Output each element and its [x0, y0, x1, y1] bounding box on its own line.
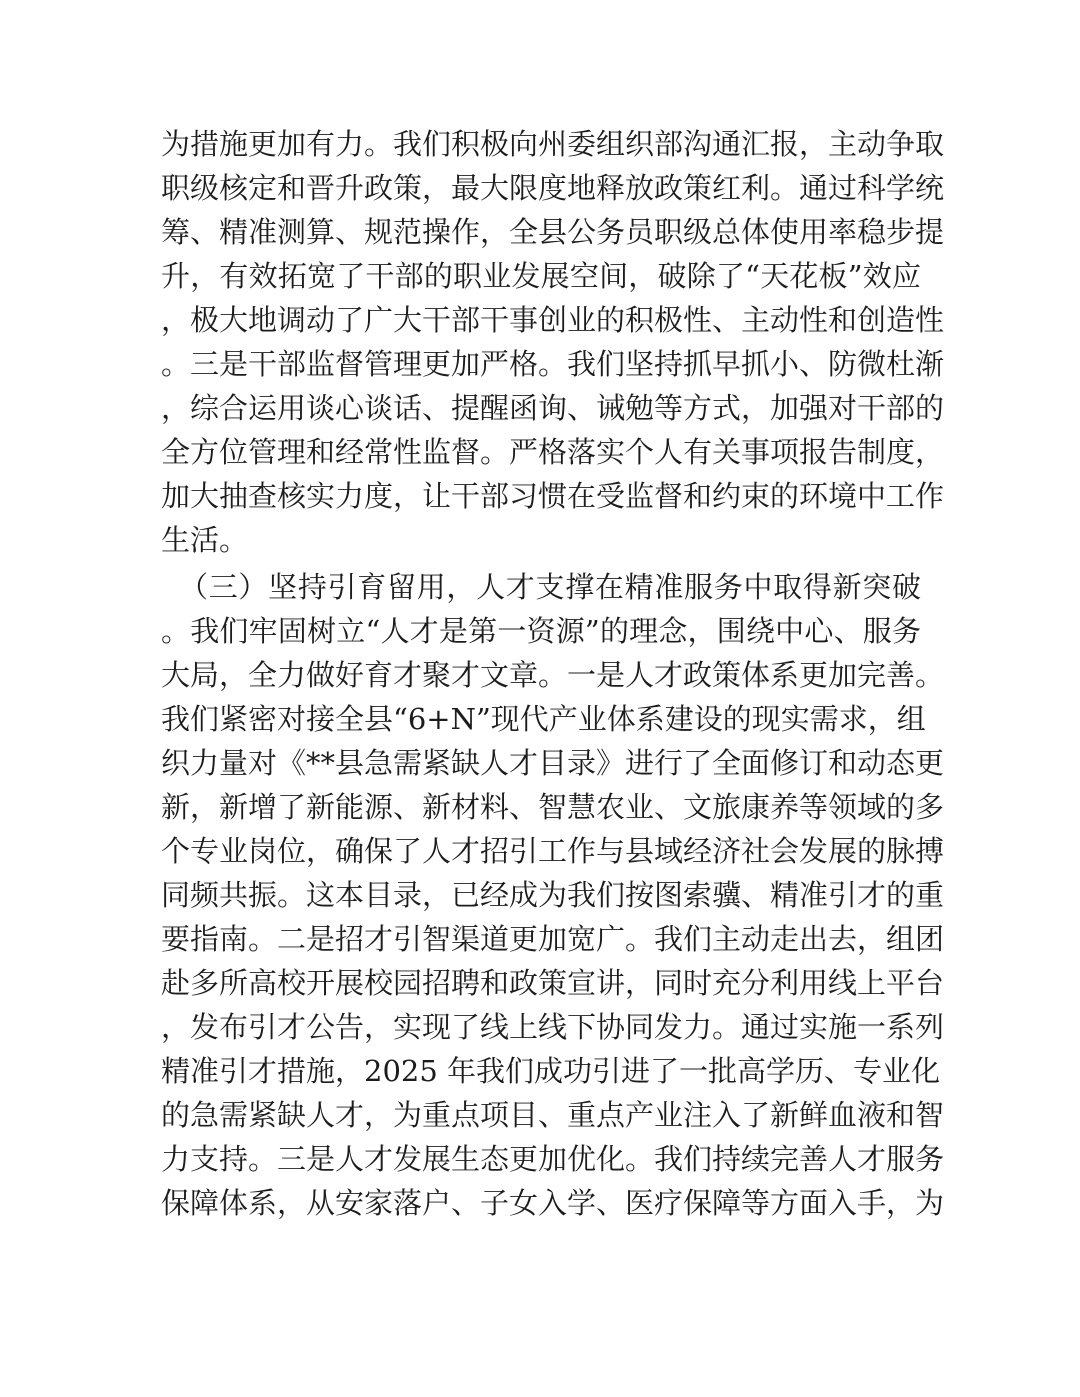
- text-line: 个专业岗位，确保了人才招引工作与县域经济社会发展的脉搏: [161, 834, 945, 868]
- section-heading-line: （三）坚持引育留用，人才支撑在精准服务中取得新突破: [179, 570, 921, 604]
- text-line: 要指南。二是招才引智渠道更加宽广。我们主动走出去，组团: [161, 922, 945, 956]
- text-line: 筹、精准测算、规范操作，全县公务员职级总体使用率稳步提: [161, 215, 945, 249]
- text-line: ，综合运用谈心谈话、提醒函询、诫勉等方式，加强对干部的: [161, 391, 945, 425]
- text-line: 大局，全力做好育才聚才文章。一是人才政策体系更加完善。: [161, 658, 945, 692]
- text-line: 的急需紧缺人才，为重点项目、重点产业注入了新鲜血液和智: [161, 1098, 945, 1132]
- text-line: 升，有效拓宽了干部的职业发展空间，破除了“天花板”效应: [161, 259, 921, 293]
- text-line: 我们紧密对接全县“6+N”现代产业体系建设的现实需求，组: [161, 702, 926, 736]
- text-line: 保障体系，从安家落户、子女入学、医疗保障等方面入手，为: [161, 1186, 945, 1220]
- text-line: 生活。: [161, 523, 249, 557]
- text-line: 职级核定和晋升政策，最大限度地释放政策红利。通过科学统: [161, 171, 945, 205]
- text-line: 同频共振。这本目录，已经成为我们按图索骥、精准引才的重: [161, 878, 945, 912]
- text-line: 力支持。三是人才发展生态更加优化。我们持续完善人才服务: [161, 1142, 945, 1176]
- text-line: 。三是干部监督管理更加严格。我们坚持抓早抓小、防微杜渐: [161, 347, 945, 381]
- text-line: ，发布引才公告，实现了线上线下协同发力。通过实施一系列: [161, 1010, 945, 1044]
- text-line: 赴多所高校开展校园招聘和政策宣讲，同时充分利用线上平台: [161, 966, 945, 1000]
- text-line: 新，新增了新能源、新材料、智慧农业、文旅康养等领域的多: [161, 790, 945, 824]
- text-line: ，极大地调动了广大干部干事创业的积极性、主动性和创造性: [161, 303, 945, 337]
- text-line: 。我们牢固树立“人才是第一资源”的理念，围绕中心、服务: [161, 614, 921, 648]
- paragraph-2: [161, 565, 945, 1225]
- text-line: 全方位管理和经常性监督。严格落实个人有关事项报告制度，: [161, 435, 945, 469]
- text-line: 加大抽查核实力度，让干部习惯在受监督和约束的环境中工作: [161, 479, 945, 513]
- paragraph-1: [161, 122, 945, 562]
- text-line: 为措施更加有力。我们积极向州委组织部沟通汇报，主动争取: [161, 127, 945, 161]
- text-line: 精准引才措施，2025 年我们成功引进了一批高学历、专业化: [161, 1054, 941, 1088]
- text-line: 织力量对《**县急需紧缺人才目录》进行了全面修订和动态更: [161, 746, 945, 780]
